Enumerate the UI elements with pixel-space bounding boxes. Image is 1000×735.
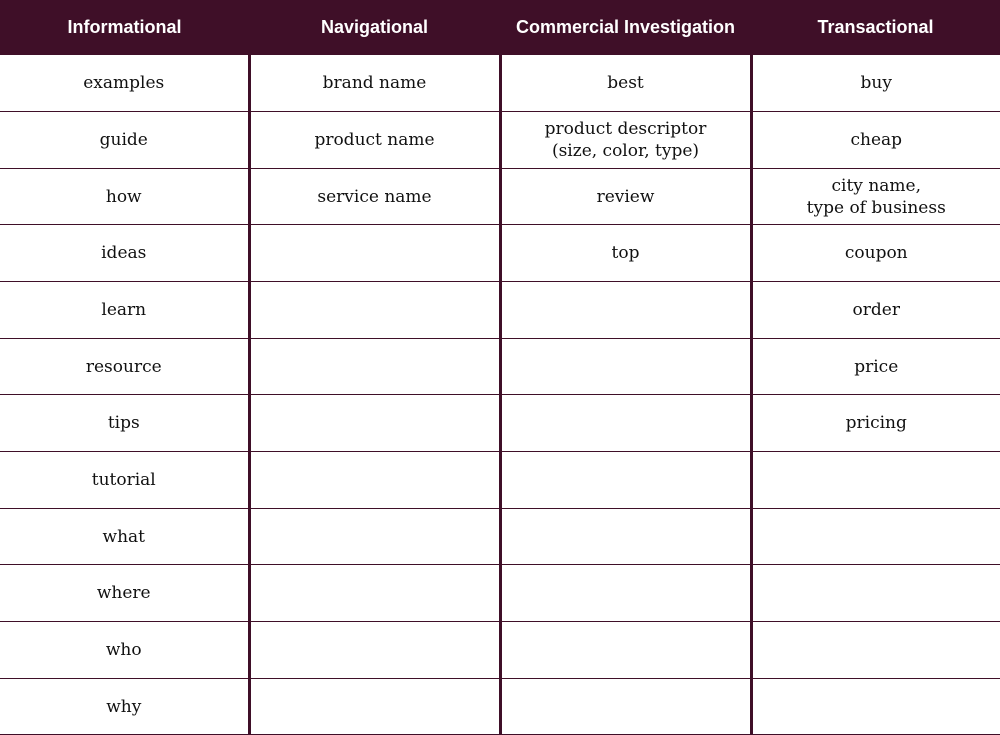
cell-commercial-investigation: [500, 282, 751, 339]
cell-commercial-investigation: [500, 452, 751, 509]
cell-informational: examples: [0, 55, 249, 112]
cell-informational: why: [0, 678, 249, 735]
cell-informational: tutorial: [0, 452, 249, 509]
cell-navigational: [249, 622, 500, 679]
cell-navigational: [249, 565, 500, 622]
table-row: [0, 678, 1000, 735]
cell-commercial-investigation: [500, 395, 751, 452]
cell-transactional: [751, 565, 1000, 622]
table-body: [0, 55, 1000, 735]
cell-navigational: brand name: [249, 55, 500, 112]
header-navigational: Navigational: [320, 17, 429, 37]
cell-commercial-investigation: top: [500, 225, 751, 282]
header-row: [0, 0, 1000, 55]
cell-navigational: [249, 338, 500, 395]
table-row: [0, 55, 1000, 112]
cell-navigational: [249, 282, 500, 339]
cell-commercial-investigation: [500, 622, 751, 679]
cell-informational: who: [0, 622, 249, 679]
cell-commercial-investigation: [500, 508, 751, 565]
cell-transactional: [751, 508, 1000, 565]
cell-informational: how: [0, 168, 249, 225]
cell-navigational: [249, 678, 500, 735]
cell-transactional: [751, 678, 1000, 735]
cell-transactional: cheap: [751, 112, 1000, 169]
cell-commercial-investigation: [500, 565, 751, 622]
cell-informational: where: [0, 565, 249, 622]
cell-transactional: [751, 452, 1000, 509]
cell-commercial-investigation: product descriptor (size, color, type): [500, 112, 751, 169]
table-row: [0, 338, 1000, 395]
header-transactional: Transactional: [817, 17, 934, 37]
cell-commercial-investigation: review: [500, 168, 751, 225]
cell-transactional: order: [751, 282, 1000, 339]
table-row: [0, 282, 1000, 339]
table-row: [0, 622, 1000, 679]
cell-transactional: [751, 622, 1000, 679]
table-header: [0, 0, 1000, 55]
header-informational: Informational: [67, 17, 182, 37]
table-row: [0, 168, 1000, 225]
cell-commercial-investigation: best: [500, 55, 751, 112]
header-commercial-investigation: Commercial Investigation: [515, 17, 736, 37]
cell-navigational: [249, 452, 500, 509]
cell-informational: tips: [0, 395, 249, 452]
cell-transactional: city name, type of business: [751, 168, 1000, 225]
cell-navigational: [249, 225, 500, 282]
table-row: [0, 395, 1000, 452]
cell-informational: ideas: [0, 225, 249, 282]
table-row: [0, 508, 1000, 565]
cell-informational: learn: [0, 282, 249, 339]
cell-commercial-investigation: [500, 338, 751, 395]
cell-navigational: [249, 395, 500, 452]
cell-informational: resource: [0, 338, 249, 395]
cell-transactional: buy: [751, 55, 1000, 112]
table-row: [0, 112, 1000, 169]
table-row: [0, 565, 1000, 622]
cell-transactional: coupon: [751, 225, 1000, 282]
cell-informational: what: [0, 508, 249, 565]
table-row: [0, 452, 1000, 509]
cell-navigational: service name: [249, 168, 500, 225]
cell-navigational: product name: [249, 112, 500, 169]
cell-transactional: price: [751, 338, 1000, 395]
cell-informational: guide: [0, 112, 249, 169]
cell-transactional: pricing: [751, 395, 1000, 452]
cell-commercial-investigation: [500, 678, 751, 735]
cell-navigational: [249, 508, 500, 565]
table-row: [0, 225, 1000, 282]
